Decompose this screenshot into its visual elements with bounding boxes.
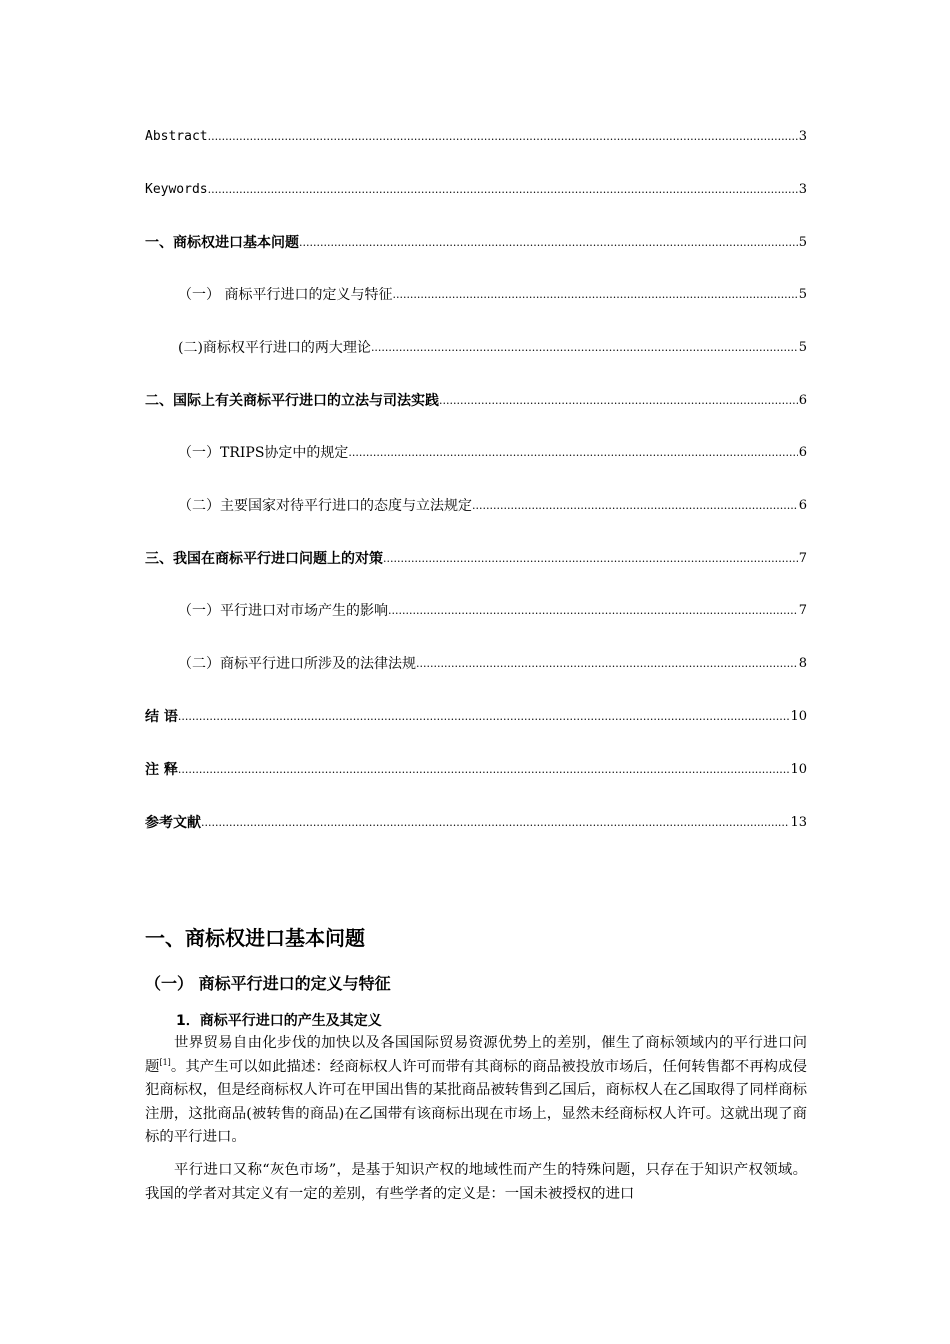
toc-leader-dots (383, 549, 798, 569)
toc-entry-label: （二）主要国家对待平行进口的态度与立法规定 (178, 498, 472, 514)
toc-entry-page: 5 (798, 287, 807, 302)
toc-entry-keywords[interactable] (145, 180, 807, 200)
toc-entry-label: （一） 商标平行进口的定义与特征 (178, 287, 393, 303)
toc-entry-chapter-3[interactable] (145, 549, 807, 569)
toc-entry-page: 5 (798, 235, 807, 250)
toc-entry-abstract[interactable] (145, 127, 807, 147)
footnote-reference[interactable]: [1] (159, 1057, 171, 1067)
body-paragraph (145, 1032, 807, 1150)
toc-entry-notes[interactable] (145, 760, 807, 780)
toc-leader-dots (178, 707, 790, 727)
toc-entry-label: 参考文献 (145, 815, 201, 831)
paragraph-text: 世界贸易自由化步伐的加快以及各国国际贸易资源优势上的差别，催生了商标领域内的平行进口问题 (145, 1035, 807, 1075)
toc-leader-dots (348, 443, 797, 463)
toc-entry-label: （一）TRIPS协定中的规定 (178, 445, 349, 461)
toc-entry-label: （二）商标平行进口所涉及的法律法规 (178, 656, 416, 672)
toc-leader-dots (388, 601, 798, 621)
toc-entry-page: 3 (798, 129, 807, 144)
toc-entry-section-1-1[interactable] (178, 285, 807, 305)
toc-leader-dots (439, 391, 798, 411)
toc-entry-label: 结 语 (145, 709, 178, 725)
toc-entry-page: 3 (798, 182, 807, 197)
toc-entry-page: 7 (798, 603, 807, 618)
toc-entry-section-3-1[interactable] (178, 601, 807, 621)
toc-entry-label: 三、我国在商标平行进口问题上的对策 (145, 551, 383, 567)
toc-entry-label: Abstract (145, 129, 208, 144)
toc-leader-dots (416, 654, 798, 674)
chapter-heading: 一、商标权进口基本问题 (145, 926, 365, 950)
toc-entry-label: 一、商标权进口基本问题 (145, 235, 299, 251)
toc-entry-page: 7 (798, 551, 807, 566)
toc-entry-label: (二)商标权平行进口的两大理论 (178, 340, 371, 356)
toc-leader-dots (208, 180, 798, 200)
toc-leader-dots (472, 496, 798, 516)
toc-entry-page: 5 (798, 340, 807, 355)
toc-entry-chapter-2[interactable] (145, 391, 807, 411)
toc-entry-label: Keywords (145, 182, 208, 197)
toc-entry-section-3-2[interactable] (178, 654, 807, 674)
subsection-heading: 1．商标平行进口的产生及其定义 (176, 1013, 382, 1029)
toc-entry-page: 13 (790, 815, 807, 830)
toc-entry-page: 6 (798, 445, 807, 460)
toc-leader-dots (299, 233, 798, 253)
toc-entry-chapter-1[interactable] (145, 233, 807, 253)
toc-entry-page: 10 (790, 709, 807, 724)
toc-entry-page: 8 (798, 656, 807, 671)
toc-leader-dots (392, 285, 797, 305)
toc-entry-label: （一）平行进口对市场产生的影响 (178, 603, 388, 619)
toc-leader-dots (178, 760, 790, 780)
toc-leader-dots (201, 813, 789, 833)
toc-entry-section-1-2[interactable] (178, 338, 807, 358)
toc-entry-page: 6 (798, 498, 807, 513)
body-paragraph: 平行进口又称“灰色市场”，是基于知识产权的地域性而产生的特殊问题，只存在于知识产权领域。我国的学者对其定义有一定的差别，有些学者的定义是：一国未被授权的进口 (145, 1162, 807, 1202)
toc-leader-dots (208, 127, 798, 147)
toc-leader-dots (371, 338, 798, 358)
toc-entry-page: 10 (790, 762, 807, 777)
toc-entry-label: 二、国际上有关商标平行进口的立法与司法实践 (145, 393, 439, 409)
toc-entry-references[interactable] (145, 813, 807, 833)
section-heading: （一） 商标平行进口的定义与特征 (145, 974, 391, 993)
toc-entry-label: 注 释 (145, 762, 178, 778)
paragraph-text: 。其产生可以如此描述：经商标权人许可而带有其商标的商品被投放市场后，任何转售都不再构成侵犯商标权，但是经商标权人许可在甲国出售的某批商品被转售到乙国后，商标权人在乙国取得了同样商标注册，这批商品(被转售的商品)在乙国带有该商标出现在市场上，显然未经商标权人许可。这就出现了商标的平行进口。 (145, 1058, 807, 1146)
toc-entry-section-2-1[interactable] (178, 443, 807, 463)
toc-entry-section-2-2[interactable] (178, 496, 807, 516)
toc-entry-page: 6 (798, 393, 807, 408)
toc-entry-conclusion[interactable] (145, 707, 807, 727)
